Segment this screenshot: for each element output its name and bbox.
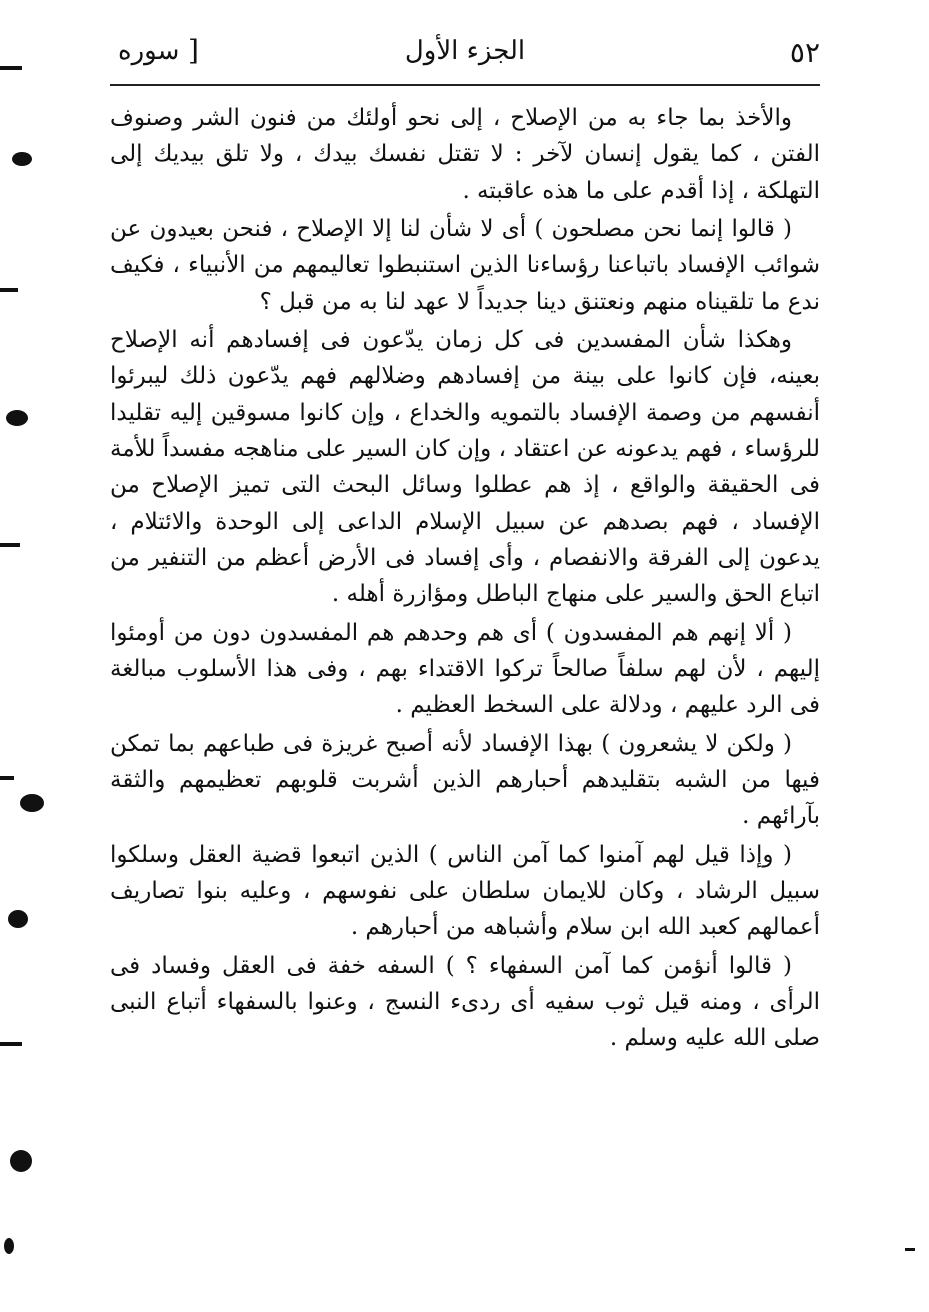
- paragraph: ( وإذا قيل لهم آمنوا كما آمن الناس ) الذين اتبعوا قضية العقل وسلكوا سبيل الرشاد ، وكان للايمان سلطان على نفوسهم ، وعليه بنوا تصاريف أعمالهم كعبد الله ابن سلام وأشباهه من أحبارهم .: [110, 841, 820, 941]
- scan-mark: [12, 152, 32, 166]
- scan-mark: [10, 1150, 32, 1172]
- page-number: ٥٢: [789, 36, 820, 69]
- paragraph: ( قالوا إنما نحن مصلحون ) أى لا شأن لنا إلا الإصلاح ، فنحن بعيدون عن شوائب الإفساد باتباعنا رؤساءنا الذين استنبطوا تعاليمهم من الأنبياء ، فكيف ندع ما تلقيناه منهم ونعتنق دينا جديداً لا عهد لنا به من قبل ؟: [110, 215, 820, 315]
- paragraph: والأخذ بما جاء به من الإصلاح ، إلى نحو أولئك من فنون الشر وصنوف الفتن ، كما يقول إنسان لآخر : لا تقتل نفسك بيدك ، ولا تلق بيديك إلى التهلكة ، إذا أقدم على ما هذه عاقبته .: [110, 105, 820, 204]
- scan-mark: [20, 794, 44, 812]
- scan-mark: [0, 543, 20, 547]
- scan-mark: [0, 1042, 22, 1046]
- paragraph: وهكذا شأن المفسدين فى كل زمان يدّعون فى إفسادهم أنه الإصلاح بعينه، فإن كانوا على بينة من إفسادهم وضلالهم فهم يدّعون ذلك ليبرئوا أنفسهم من وصمة الإفساد بالتمويه والخداع ، وإن كانوا مسوقين إليه تقليدا للرؤساء ، فهم يدعونه عن اعتقاد ، وإن كان السير على مناهجه مفسداً للأمة فى الحقيقة والواقع ، إذ هم عطلوا وسائل البحث التى تميز الإصلاح من الإفساد ، فهم بصدهم عن سبيل الإسلام الداعى إلى الوحدة والائتلام ، يدعون إلى الفرقة والانفصام ، وأى إفساد فى الأرض أعظم من التنفير من اتباع الحق والسير على منهاج الباطل ومؤازرة أهله .: [110, 326, 820, 608]
- scan-mark: [0, 776, 14, 780]
- running-title: الجزء الأول: [404, 36, 526, 66]
- scan-mark: [0, 66, 22, 70]
- paragraph: ( قالوا أنؤمن كما آمن السفهاء ؟ ) السفه خفة فى العقل وفساد فى الرأى ، ومنه قيل ثوب سفيه أى ردىء النسج ، وعنوا بالسفهاء أتباع النبى صلى الله عليه وسلم .: [110, 952, 820, 1052]
- body-text: [110, 100, 820, 1059]
- scan-mark: [6, 410, 28, 426]
- header-bracket: [: [188, 34, 199, 67]
- header-rule: [110, 84, 820, 86]
- scan-mark: [0, 288, 18, 292]
- paragraph: ( ألا إنهم هم المفسدون ) أى هم وحدهم هم المفسدون دون من أومئوا إليهم ، لأن لهم سلفاً صالحاً تركوا الاقتداء بهم ، وفى هذا الأسلوب مبالغة فى الرد عليهم ، ودلالة على السخط العظيم .: [110, 619, 820, 719]
- page-header: [110, 30, 820, 80]
- scan-mark: [905, 1248, 915, 1251]
- surah-label: سوره: [118, 36, 180, 66]
- scan-mark: [8, 910, 28, 928]
- scan-mark: [4, 1238, 14, 1254]
- paragraph: ( ولكن لا يشعرون ) بهذا الإفساد لأنه أصبح غريزة فى طباعهم بما تمكن فيها من الشبه بتقليدهم أحبارهم الذين أشربت قلوبهم تعظيمهم والثقة بآرائهم .: [110, 730, 820, 830]
